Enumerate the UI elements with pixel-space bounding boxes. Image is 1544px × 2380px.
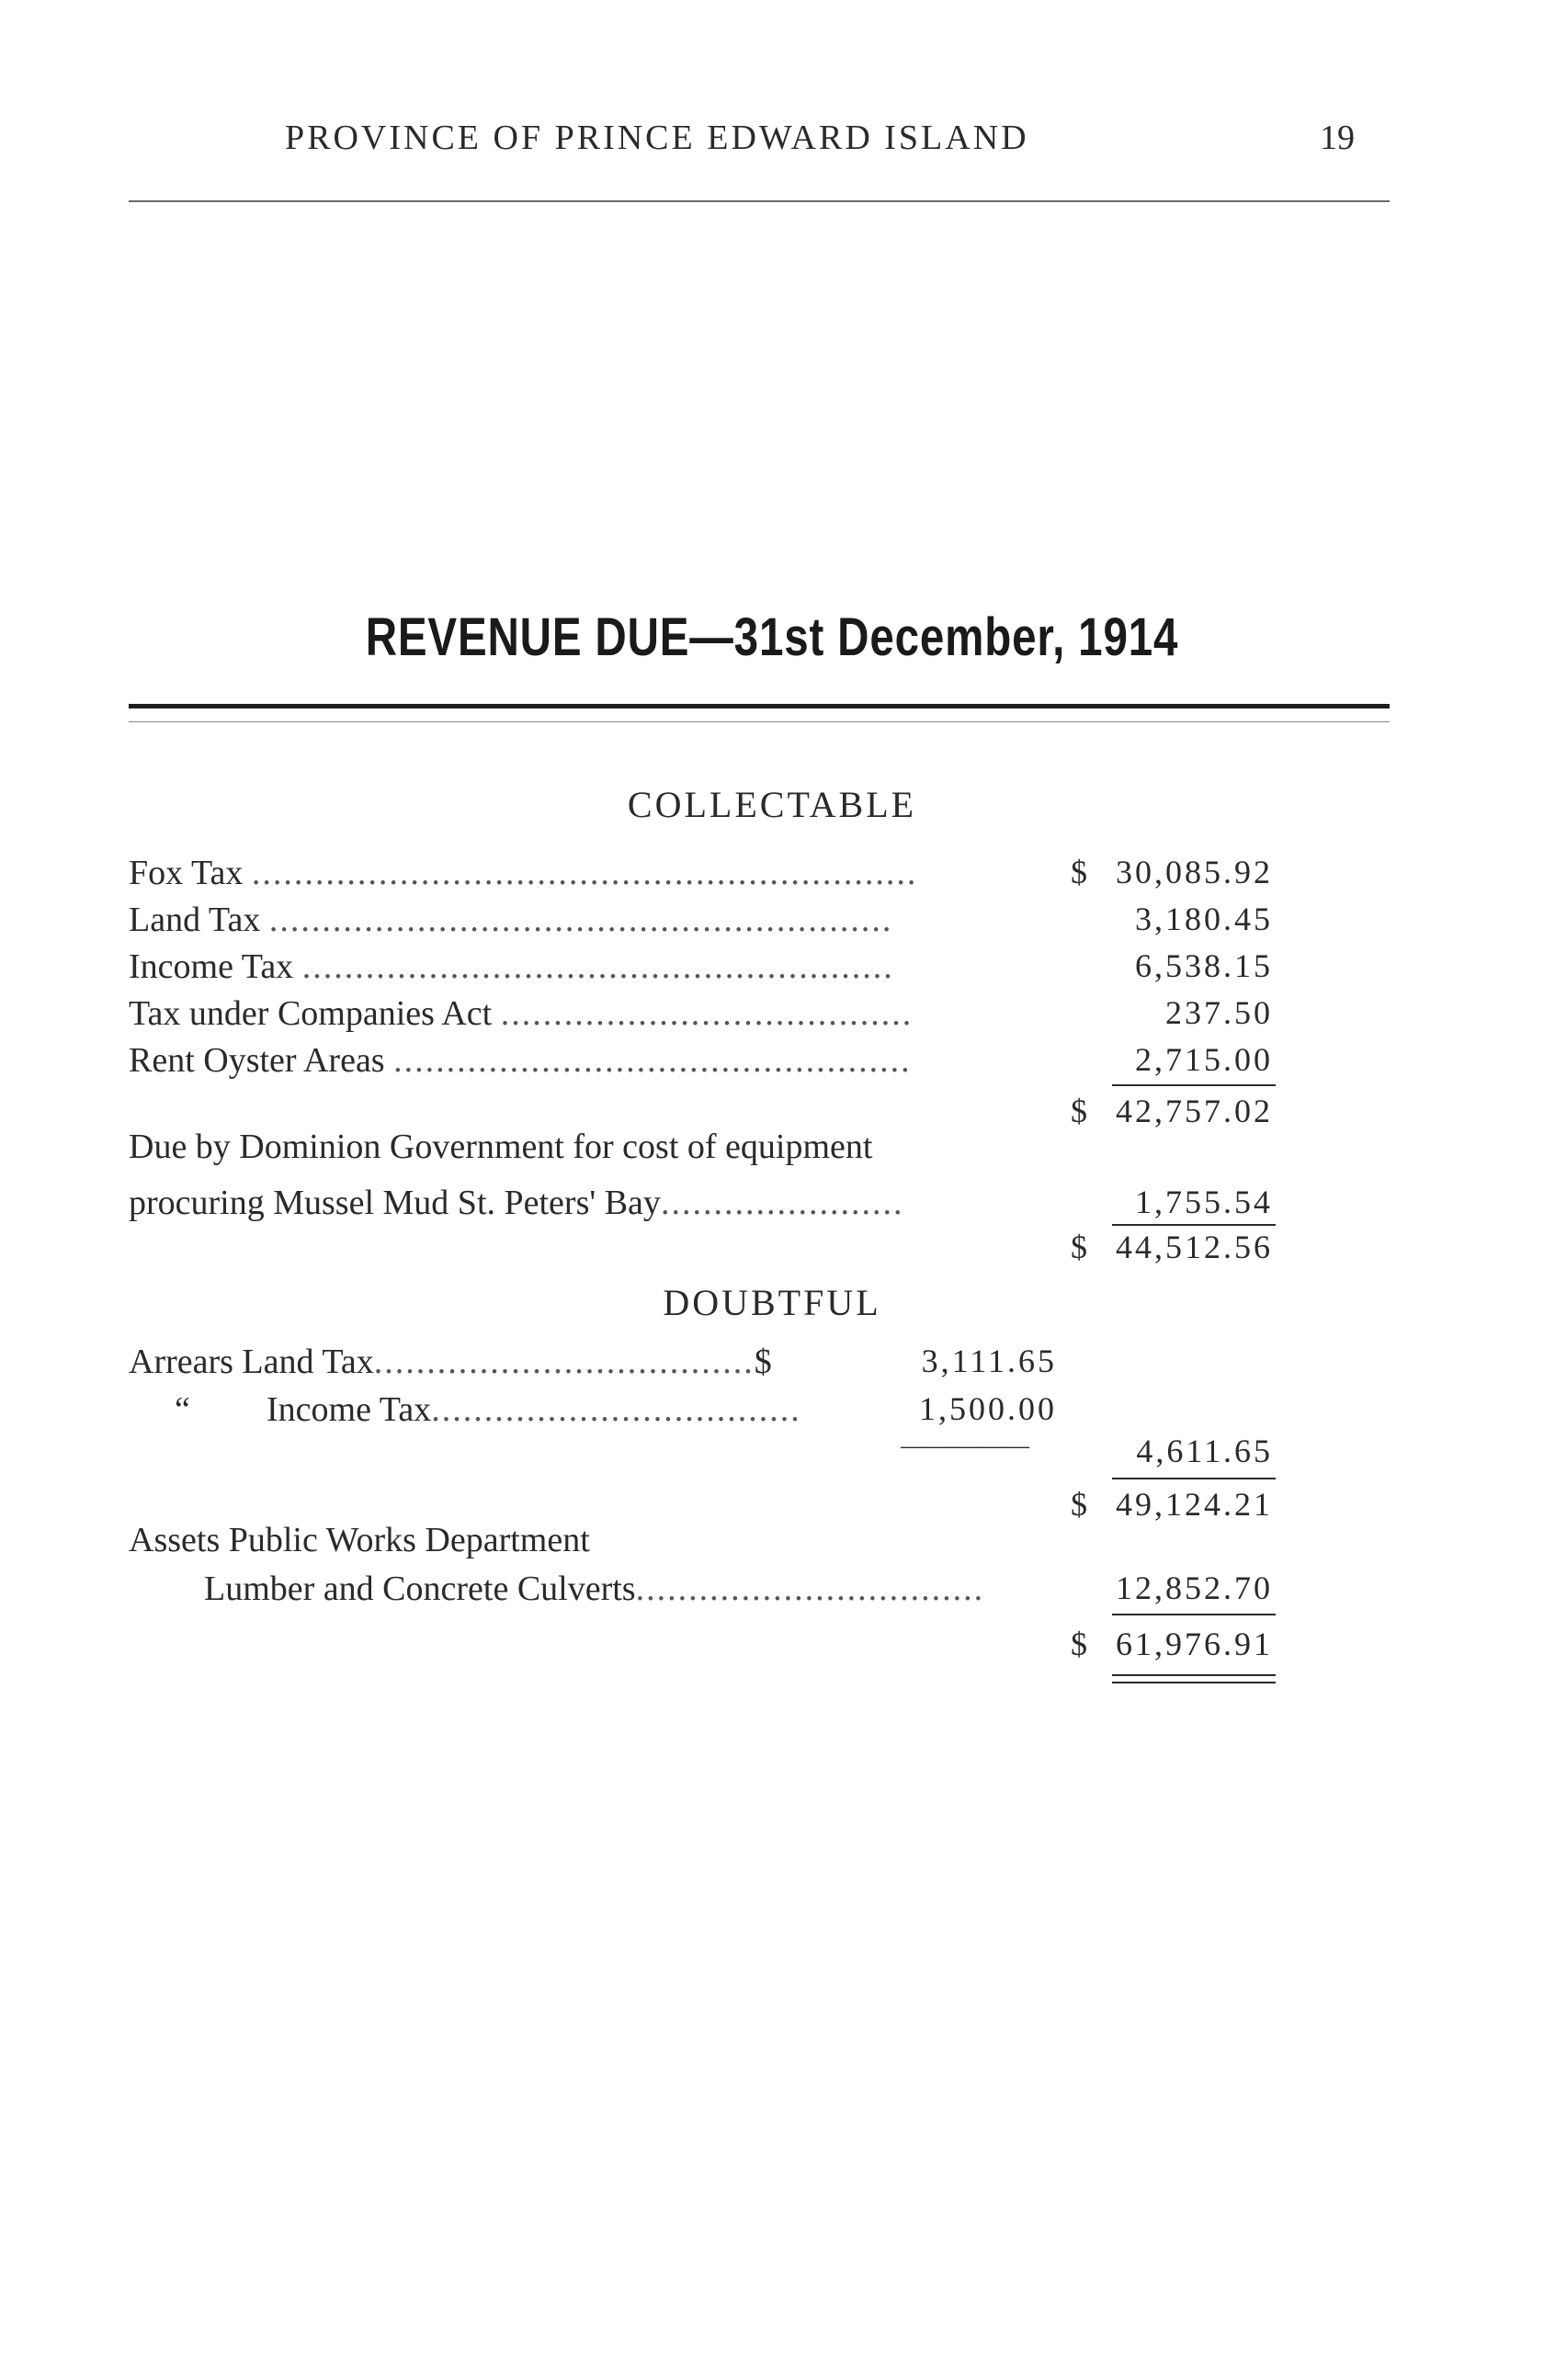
dollar-sign: $	[1071, 854, 1087, 890]
row-subamount: 3,111.65	[921, 1343, 1057, 1379]
title-rule-thick	[129, 704, 1390, 708]
collectable-heading: COLLECTABLE	[627, 784, 917, 825]
title-rule-thin	[129, 721, 1390, 722]
row-label: Income Tax...................................	[267, 1390, 801, 1429]
collectable-row	[0, 853, 1544, 895]
assets-line-1	[0, 1520, 1544, 1562]
dollar-sign: $	[1071, 1093, 1087, 1129]
assets-line-2	[0, 1569, 1544, 1611]
dominion-text-2: procuring Mussel Mud St. Peters' Bay.......................	[129, 1184, 904, 1222]
row-label: Rent Oyster Areas .................................................	[129, 1041, 912, 1080]
running-head	[0, 118, 1544, 173]
row-label: Arrears Land Tax....................................$	[129, 1343, 772, 1381]
page-number: 19	[1320, 119, 1355, 157]
row-label: Income Tax ........................................................	[129, 947, 894, 986]
assets-amount: 12,852.70	[1116, 1570, 1273, 1606]
row-amount: 6,538.15	[1135, 947, 1273, 984]
amount-underline	[1112, 1224, 1276, 1226]
doubtful-row	[0, 1342, 1544, 1384]
row-amount: 30,085.92	[1116, 854, 1273, 890]
doubtful-heading: DOUBTFUL	[663, 1282, 881, 1323]
header-rule	[129, 200, 1390, 202]
amount-underline	[1112, 1084, 1276, 1086]
row-amount: 3,180.45	[1135, 901, 1273, 937]
collectable-row	[0, 946, 1544, 989]
grand-total-row	[0, 1625, 1544, 1667]
ditto-mark: “	[175, 1390, 190, 1429]
grand-total-double-rule-bottom	[1112, 1682, 1276, 1683]
dominion-text-1: Due by Dominion Government for cost of equipment	[129, 1128, 873, 1166]
running-title: PROVINCE OF PRINCE EDWARD ISLAND	[285, 119, 1029, 157]
dollar-sign: $	[1071, 1229, 1087, 1265]
collectable-total	[0, 1228, 1544, 1270]
row-amount: 237.50	[1165, 994, 1273, 1031]
dominion-line-1	[0, 1127, 1544, 1169]
row-subamount: 1,500.00	[919, 1390, 1057, 1427]
collectable-row	[0, 993, 1544, 1036]
row-label: Tax under Companies Act .......................................	[129, 994, 914, 1033]
subtotal-amount: 42,757.02	[1116, 1093, 1273, 1129]
dollar-sign: $	[1071, 1626, 1087, 1662]
collectable-row	[0, 1040, 1544, 1082]
running-total-amount: 49,124.21	[1116, 1486, 1273, 1523]
dominion-amount: 1,755.54	[1135, 1184, 1273, 1220]
amount-underline	[1112, 1478, 1276, 1479]
grand-total-amount: 61,976.91	[1116, 1626, 1273, 1662]
row-label: Fox Tax ...............................................................	[129, 854, 918, 892]
total-amount: 44,512.56	[1116, 1229, 1273, 1265]
row-amount: 2,715.00	[1135, 1041, 1273, 1078]
doubtful-total-row	[0, 1432, 1544, 1474]
doubtful-row	[0, 1389, 1544, 1432]
row-label: Land Tax ...........................................................	[129, 901, 893, 939]
collectable-row	[0, 900, 1544, 942]
doubtful-total-amount: 4,611.65	[1136, 1433, 1273, 1469]
dominion-line-2	[0, 1183, 1544, 1225]
dollar-sign: $	[1071, 1486, 1087, 1523]
assets-text-2: Lumber and Concrete Culverts.................................	[204, 1570, 985, 1608]
assets-text-1: Assets Public Works Department	[129, 1521, 590, 1559]
grand-total-double-rule-top	[1112, 1674, 1276, 1676]
dash-rule: —————	[901, 1432, 1029, 1460]
amount-underline	[1112, 1614, 1276, 1615]
page-title: REVENUE DUE—31st December, 1914	[365, 607, 1179, 667]
